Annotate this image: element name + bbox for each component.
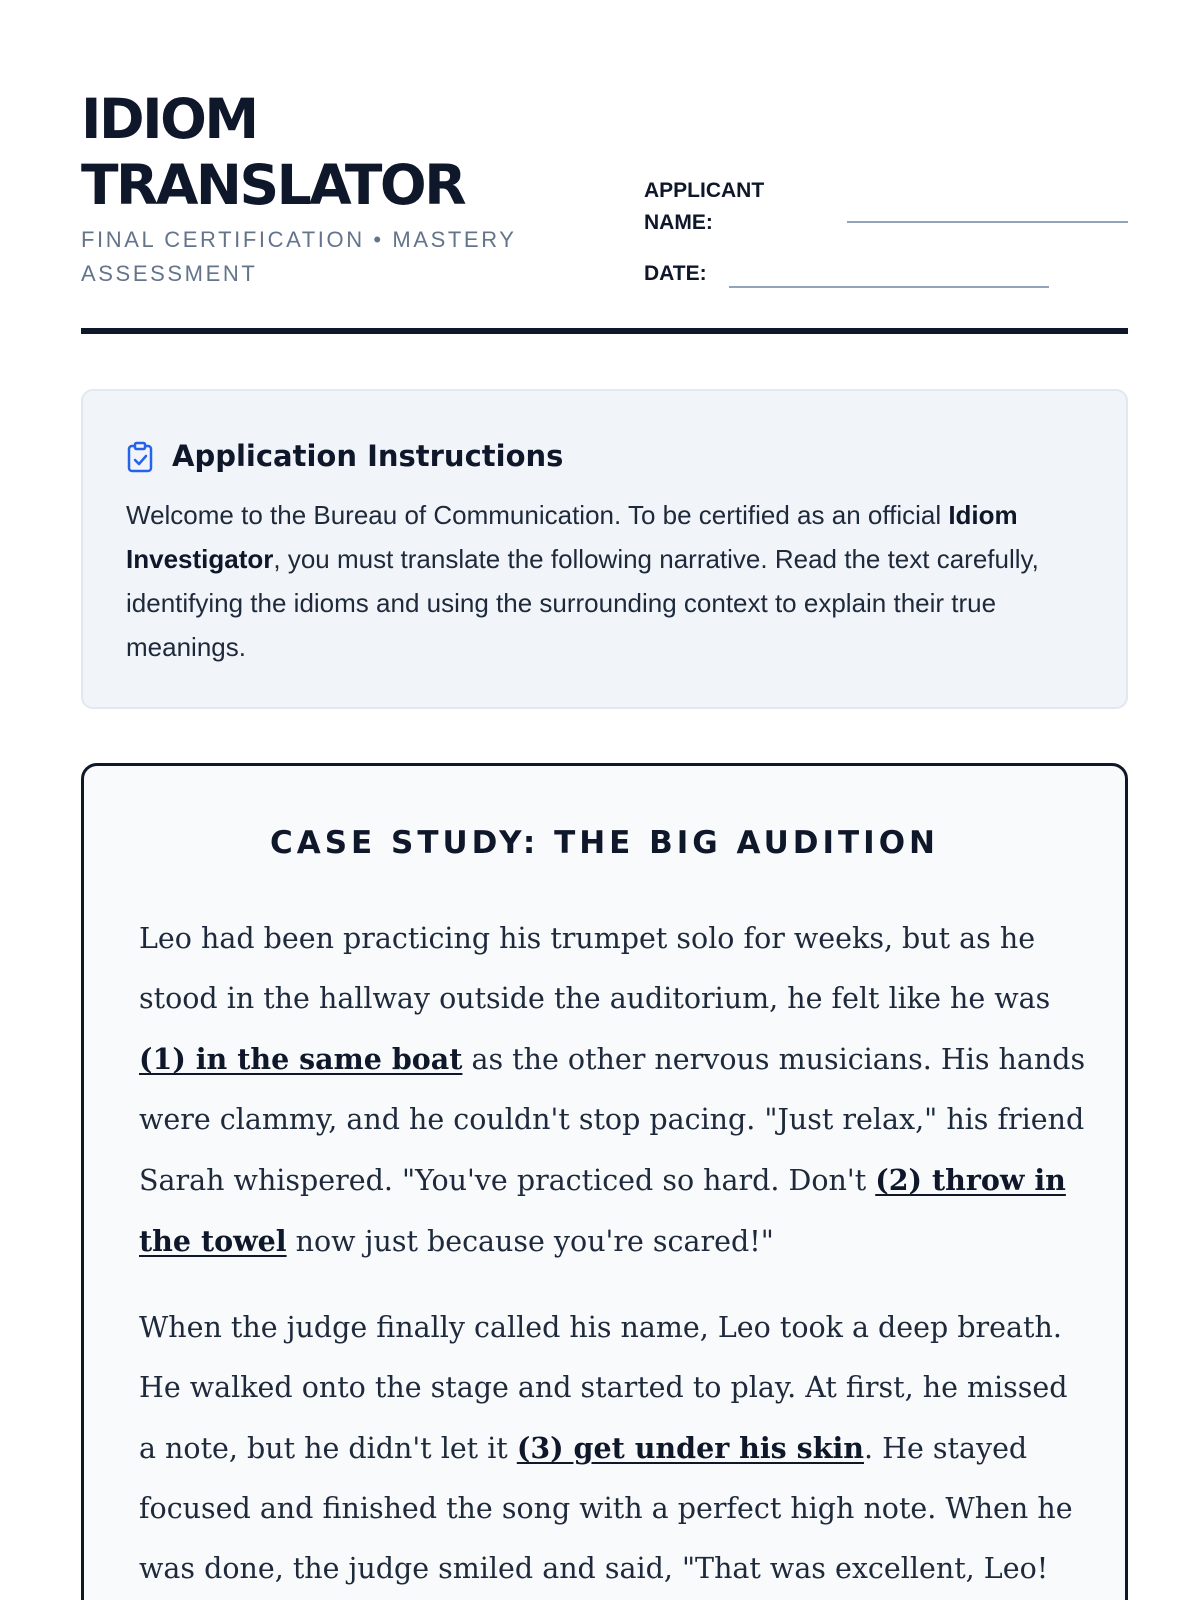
instructions-text [126,493,1096,669]
title-line-2: TRANSLATOR [81,153,465,217]
date-label: DATE: [644,262,707,285]
applicant-name-label [644,175,794,239]
title-line-1: IDIOM [81,87,257,151]
instructions-bold-term: Idiom Investigator [126,500,1018,574]
page-subtitle [81,223,551,291]
case-study-panel [81,763,1128,1600]
instructions-text-start: Welcome to the Bureau of Communication. To be certified as an official [126,500,949,530]
case-study-paragraph-2 [139,1298,1089,1599]
p2-text-1: When the judge finally called his name, Leo took a deep breath. He walked onto the stage and started to play. At first, he missed a note, but he didn't let it [139,1311,1068,1465]
page-header [81,86,1128,336]
p2-text-2: . He stayed focused and finished the song with a perfect high note. When he was done, the judge smiled and said, "That was excellent, Leo! [139,1432,1073,1585]
instructions-title: Application Instructions [172,439,564,473]
idiom-1: (1) in the same boat [139,1042,463,1076]
date-field[interactable] [729,286,1049,288]
page-title [81,86,601,218]
case-study-title: CASE STUDY: THE BIG AUDITION [269,825,940,861]
case-study-paragraph-1 [139,909,1089,1272]
idiom-3: (3) get under his skin [516,1431,864,1465]
subtitle-line-2: ASSESSMENT [81,261,258,286]
p1-text-3: now just because you're scared!" [286,1225,774,1258]
instructions-text-end: , you must translate the following narrative. Read the text carefully, identifying the idioms and using the surrounding context to explain their true meanings. [126,544,1039,662]
applicant-name-label-line-2: NAME: [644,211,713,234]
header-divider [81,328,1128,334]
idiom-2: (2) throw in the towel [139,1163,1066,1258]
subtitle-line-1: FINAL CERTIFICATION • MASTERY [81,227,517,252]
clipboard-check-icon [126,441,154,473]
instructions-panel [81,389,1128,709]
p1-text-2: as the other nervous musicians. His hands were clammy, and he couldn't stop pacing. "Just relax," his friend Sarah whispered. "You've practiced so hard. Don't [139,1043,1086,1197]
p1-text-1: Leo had been practicing his trumpet solo for weeks, but as he stood in the hallway outside the auditorium, he felt like he was [139,922,1051,1015]
applicant-name-label-line-1: APPLICANT [644,179,765,202]
applicant-name-field[interactable] [847,221,1128,223]
